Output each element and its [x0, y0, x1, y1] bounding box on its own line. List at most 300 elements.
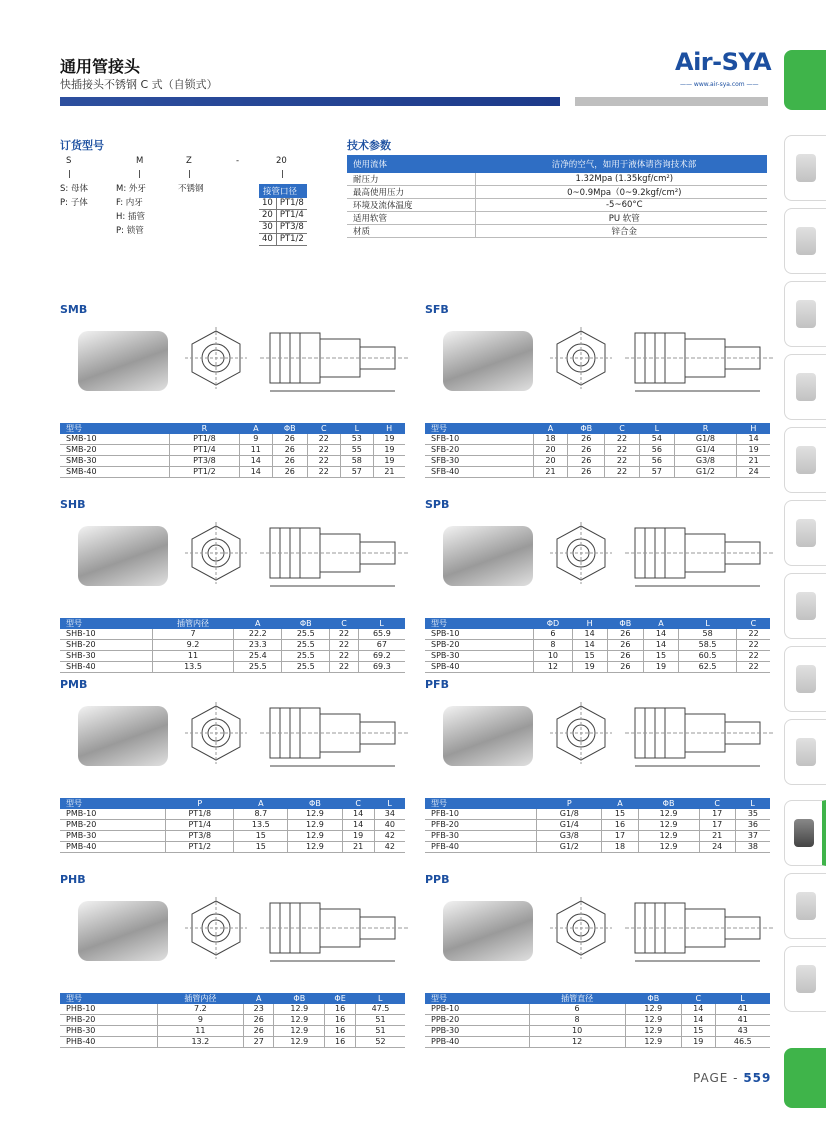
order-tick: [139, 170, 140, 178]
column-header: A: [239, 423, 272, 434]
table-cell: PT1/4: [166, 820, 234, 831]
table-cell: 14: [682, 1004, 716, 1015]
table-cell: 12.9: [638, 809, 699, 820]
column-header: A: [234, 618, 282, 629]
product-title: SMB: [60, 303, 88, 316]
table-cell: 21: [699, 831, 735, 842]
table-cell: 12.9: [638, 842, 699, 853]
table-cell: 22: [605, 456, 640, 467]
table-cell: 12.9: [288, 809, 342, 820]
table-cell: 26: [568, 456, 605, 467]
column-header: C: [699, 798, 735, 809]
column-header: C: [682, 993, 716, 1004]
port-code: 20: [259, 210, 276, 222]
product-photo: [78, 526, 168, 586]
tech-header-value: 洁净的空气，如用于液体请咨询技术部: [475, 155, 767, 173]
spec-label: 环境及流体温度: [347, 199, 475, 212]
table-cell: 20: [533, 445, 568, 456]
product-photo: [78, 331, 168, 391]
table-cell: 56: [639, 456, 674, 467]
table-row: [425, 456, 770, 467]
table-cell: 21: [373, 467, 405, 478]
table-cell: 18: [602, 842, 638, 853]
side-view-drawing: [625, 895, 775, 965]
side-tab-solenoid[interactable]: [784, 500, 826, 566]
side-view-drawing: [625, 700, 775, 770]
sensor-icon: [796, 665, 816, 693]
table-cell: 9.2: [152, 640, 234, 651]
table-cell: 22: [605, 434, 640, 445]
column-header: R: [170, 423, 240, 434]
product-spec-table: [425, 618, 770, 673]
filter-icon: [796, 154, 816, 182]
table-cell: 22: [330, 640, 359, 651]
side-view-drawing: [625, 520, 775, 590]
table-cell: 13.2: [157, 1037, 244, 1048]
table-cell: 19: [373, 434, 405, 445]
table-cell: 22: [330, 629, 359, 640]
table-cell: 17: [699, 820, 735, 831]
hex-end-view-drawing: [550, 897, 612, 959]
table-row: [60, 434, 405, 445]
table-cell: 16: [602, 820, 638, 831]
table-cell: 15: [602, 809, 638, 820]
table-cell: 14: [572, 629, 607, 640]
table-cell: G1/4: [537, 820, 602, 831]
table-row: [259, 210, 307, 222]
table-cell: 14: [644, 640, 679, 651]
hex-end-view-drawing: [550, 702, 612, 764]
table-row: [347, 199, 767, 212]
spec-value: 1.32Mpa (1.35kgf/cm²): [475, 173, 767, 186]
hex-end-view-drawing: [185, 702, 247, 764]
port-thread: PT1/2: [276, 234, 307, 246]
port-thread: PT1/8: [276, 198, 307, 210]
column-header: 型号: [425, 618, 534, 629]
table-row: [425, 662, 770, 673]
side-view-drawing: [260, 325, 410, 395]
side-tab-regulator[interactable]: [784, 208, 826, 274]
table-cell: 58: [340, 456, 373, 467]
column-header: L: [639, 423, 674, 434]
table-cell: 42: [374, 842, 405, 853]
table-cell: 14: [239, 467, 272, 478]
product-title: SHB: [60, 498, 86, 511]
table-cell: PMB-10: [60, 809, 166, 820]
table-cell: PT1/2: [166, 842, 234, 853]
order-option: H: 插管: [116, 212, 145, 222]
column-header: C: [342, 798, 374, 809]
page-subtitle: 快插接头不锈钢 C 式（自锁式）: [60, 78, 218, 91]
tech-header-label: 使用流体: [347, 155, 475, 173]
table-row: [425, 842, 770, 853]
product-title: SFB: [425, 303, 449, 316]
table-cell: 14: [644, 629, 679, 640]
section-tab-bottom: [784, 1048, 826, 1108]
product-spec-table: [60, 618, 405, 673]
table-cell: 19: [373, 445, 405, 456]
order-option: S: 母体: [60, 184, 88, 194]
column-header: A: [244, 993, 274, 1004]
tech-spec-table: [347, 155, 767, 238]
table-cell: SFB-10: [425, 434, 533, 445]
table-cell: 22: [307, 434, 340, 445]
column-header: L: [735, 798, 770, 809]
table-cell: 24: [699, 842, 735, 853]
table-cell: G3/8: [537, 831, 602, 842]
product-title: PPB: [425, 873, 450, 886]
table-cell: 16: [325, 1026, 356, 1037]
column-header: C: [330, 618, 359, 629]
port-size-table: [259, 184, 307, 246]
table-cell: 43: [715, 1026, 770, 1037]
product-photo: [443, 901, 533, 961]
spec-value: 0~0.9Mpa（0~9.2kgf/cm²): [475, 186, 767, 199]
table-cell: 12: [529, 1037, 625, 1048]
hex-end-view-drawing: [185, 327, 247, 389]
order-code-series: S: [66, 156, 72, 166]
order-tick: [189, 170, 190, 178]
column-header: L: [358, 618, 405, 629]
order-code-dash: -: [236, 156, 240, 166]
table-cell: 15: [682, 1026, 716, 1037]
table-cell: 67: [358, 640, 405, 651]
column-header: L: [678, 618, 736, 629]
table-row: [60, 1004, 405, 1015]
table-row: [60, 831, 405, 842]
table-cell: 21: [533, 467, 568, 478]
table-cell: 14: [342, 809, 374, 820]
table-cell: 26: [607, 662, 644, 673]
column-header: H: [373, 423, 405, 434]
table-row: [259, 234, 307, 246]
table-row: [425, 467, 770, 478]
header-bar-grey: [575, 97, 768, 106]
table-row: [60, 1026, 405, 1037]
table-cell: 26: [568, 434, 605, 445]
table-cell: 17: [699, 809, 735, 820]
table-cell: 26: [272, 467, 307, 478]
table-row: [347, 212, 767, 225]
column-header: 型号: [425, 993, 529, 1004]
table-cell: 15: [234, 842, 288, 853]
table-cell: 46.5: [715, 1037, 770, 1048]
table-cell: 21: [737, 456, 770, 467]
order-tick: [282, 170, 283, 178]
table-cell: 8.7: [234, 809, 288, 820]
product-spec-table: [425, 993, 770, 1048]
table-row: [60, 467, 405, 478]
column-header: ΦB: [568, 423, 605, 434]
table-cell: 22: [605, 467, 640, 478]
table-cell: 12.9: [274, 1015, 325, 1026]
column-header: L: [374, 798, 405, 809]
table-cell: PT3/8: [166, 831, 234, 842]
product-spec-table: [425, 423, 770, 478]
table-cell: PHB-20: [60, 1015, 157, 1026]
port-code: 10: [259, 198, 276, 210]
side-tab-fitting[interactable]: [784, 800, 826, 866]
section-tab-top: [784, 50, 826, 110]
table-cell: PT3/8: [170, 456, 240, 467]
column-header: 型号: [425, 423, 533, 434]
table-cell: 12.9: [625, 1026, 681, 1037]
product-title: SPB: [425, 498, 450, 511]
product-photo: [443, 331, 533, 391]
side-view-drawing: [260, 520, 410, 590]
table-cell: SFB-40: [425, 467, 533, 478]
table-cell: 16: [325, 1037, 356, 1048]
table-cell: 22: [307, 456, 340, 467]
table-row: [60, 842, 405, 853]
table-cell: 34: [374, 809, 405, 820]
column-header: H: [572, 618, 607, 629]
table-row: [425, 1015, 770, 1026]
brand-logo: Air-SYA: [675, 48, 772, 76]
table-cell: 20: [533, 456, 568, 467]
table-cell: 69.3: [358, 662, 405, 673]
table-cell: 15: [234, 831, 288, 842]
table-cell: 19: [572, 662, 607, 673]
port-size-header: 接管口径: [259, 184, 307, 198]
table-cell: 26: [607, 640, 644, 651]
table-row: [425, 1004, 770, 1015]
column-header: 插管直径: [529, 993, 625, 1004]
table-cell: 22: [605, 445, 640, 456]
table-cell: 26: [272, 434, 307, 445]
side-tab-cylinder[interactable]: [784, 354, 826, 420]
table-cell: PPB-30: [425, 1026, 529, 1037]
table-cell: G1/8: [674, 434, 736, 445]
table-row: [60, 445, 405, 456]
page-title: 通用管接头: [60, 57, 141, 76]
table-cell: 54: [639, 434, 674, 445]
order-option: P: 子体: [60, 198, 88, 208]
table-cell: 25.4: [234, 651, 282, 662]
side-tab-silencer[interactable]: [784, 873, 826, 939]
table-cell: 12.9: [625, 1004, 681, 1015]
table-row: [425, 651, 770, 662]
table-cell: G1/8: [537, 809, 602, 820]
table-cell: 22: [330, 662, 359, 673]
side-tab-valve[interactable]: [784, 281, 826, 347]
table-cell: 36: [735, 820, 770, 831]
table-cell: 12.9: [288, 842, 342, 853]
silencer-icon: [796, 892, 816, 920]
table-cell: PFB-30: [425, 831, 537, 842]
table-row: [347, 225, 767, 238]
table-cell: 15: [572, 651, 607, 662]
table-row: [425, 809, 770, 820]
hex-end-view-drawing: [185, 522, 247, 584]
table-cell: 21: [342, 842, 374, 853]
column-header: ΦB: [638, 798, 699, 809]
table-row: [425, 1037, 770, 1048]
table-cell: G3/8: [674, 456, 736, 467]
port-code: 30: [259, 222, 276, 234]
side-view-drawing: [260, 700, 410, 770]
table-cell: 60.5: [678, 651, 736, 662]
table-row: [60, 1037, 405, 1048]
table-cell: G1/2: [674, 467, 736, 478]
column-header: L: [340, 423, 373, 434]
spec-label: 最高使用压力: [347, 186, 475, 199]
spec-label: 耐压力: [347, 173, 475, 186]
table-cell: 41: [715, 1015, 770, 1026]
table-row: [60, 662, 405, 673]
table-cell: SPB-20: [425, 640, 534, 651]
column-header: P: [166, 798, 234, 809]
column-header: A: [602, 798, 638, 809]
table-cell: 26: [272, 456, 307, 467]
table-row: [60, 809, 405, 820]
page-num: 559: [743, 1071, 772, 1085]
column-header: A: [644, 618, 679, 629]
table-cell: 13.5: [152, 662, 234, 673]
table-cell: PMB-40: [60, 842, 166, 853]
table-cell: 26: [568, 445, 605, 456]
order-option: 不锈钢: [178, 184, 204, 194]
order-tick: [69, 170, 70, 178]
table-cell: 58: [678, 629, 736, 640]
side-view-drawing: [625, 325, 775, 395]
product-title: PHB: [60, 873, 86, 886]
table-cell: 22: [737, 651, 770, 662]
valve-icon: [796, 300, 816, 328]
side-view-drawing: [260, 895, 410, 965]
column-header: ΦB: [607, 618, 644, 629]
order-code-material: Z: [186, 156, 192, 166]
side-tab-filter[interactable]: [784, 135, 826, 201]
table-cell: 12.9: [288, 831, 342, 842]
table-cell: 19: [644, 662, 679, 673]
table-cell: 11: [152, 651, 234, 662]
solenoid-icon: [796, 519, 816, 547]
column-header: ΦB: [288, 798, 342, 809]
table-cell: 23.3: [234, 640, 282, 651]
table-cell: 26: [607, 651, 644, 662]
order-option: P: 锁管: [116, 226, 144, 236]
column-header: A: [234, 798, 288, 809]
product-spec-table: [60, 993, 405, 1048]
port-thread: PT3/8: [276, 222, 307, 234]
table-cell: 19: [682, 1037, 716, 1048]
product-title: PFB: [425, 678, 449, 691]
table-cell: 41: [715, 1004, 770, 1015]
table-cell: 23: [244, 1004, 274, 1015]
table-cell: 26: [244, 1015, 274, 1026]
column-header: ΦB: [272, 423, 307, 434]
table-cell: 25.5: [282, 629, 330, 640]
table-cell: 12.9: [625, 1037, 681, 1048]
table-row: [60, 629, 405, 640]
table-cell: 7: [152, 629, 234, 640]
table-cell: PFB-40: [425, 842, 537, 853]
column-header: ΦE: [325, 993, 356, 1004]
side-tab-actuator[interactable]: [784, 427, 826, 493]
table-cell: 47.5: [355, 1004, 405, 1015]
table-cell: 11: [157, 1026, 244, 1037]
table-cell: SMB-40: [60, 467, 170, 478]
side-tab-accessory[interactable]: [784, 946, 826, 1012]
table-cell: 10: [534, 651, 573, 662]
table-cell: 35: [735, 809, 770, 820]
tech-heading: 技术参数: [347, 139, 391, 152]
table-cell: PT1/8: [170, 434, 240, 445]
table-cell: 12.9: [638, 831, 699, 842]
column-header: C: [605, 423, 640, 434]
table-cell: 12.9: [274, 1004, 325, 1015]
table-cell: 14: [682, 1015, 716, 1026]
table-cell: 22: [307, 445, 340, 456]
table-cell: 14: [342, 820, 374, 831]
product-spec-table: [60, 798, 405, 853]
column-header: P: [537, 798, 602, 809]
side-tab-manifold[interactable]: [784, 719, 826, 785]
table-cell: PFB-10: [425, 809, 537, 820]
table-cell: PPB-10: [425, 1004, 529, 1015]
table-cell: 14: [737, 434, 770, 445]
order-option: F: 内牙: [116, 198, 143, 208]
pump-icon: [796, 592, 816, 620]
table-cell: 26: [568, 467, 605, 478]
table-row: [259, 198, 307, 210]
column-header: 插管内径: [152, 618, 234, 629]
table-cell: SHB-30: [60, 651, 152, 662]
table-row: [425, 434, 770, 445]
table-cell: 65.9: [358, 629, 405, 640]
table-cell: 37: [735, 831, 770, 842]
table-cell: 51: [355, 1026, 405, 1037]
spec-value: -5~60°C: [475, 199, 767, 212]
table-cell: SPB-30: [425, 651, 534, 662]
table-cell: 38: [735, 842, 770, 853]
table-cell: 25.5: [234, 662, 282, 673]
hex-end-view-drawing: [550, 522, 612, 584]
side-tab-sensor[interactable]: [784, 646, 826, 712]
table-cell: 12.9: [274, 1037, 325, 1048]
table-cell: 19: [342, 831, 374, 842]
table-cell: 8: [529, 1015, 625, 1026]
port-thread: PT1/4: [276, 210, 307, 222]
table-cell: 42: [374, 831, 405, 842]
table-cell: PFB-20: [425, 820, 537, 831]
table-cell: 17: [602, 831, 638, 842]
table-cell: PHB-10: [60, 1004, 157, 1015]
column-header: 插管内径: [157, 993, 244, 1004]
table-cell: SHB-20: [60, 640, 152, 651]
manifold-icon: [796, 738, 816, 766]
table-cell: 10: [529, 1026, 625, 1037]
spec-label: 材质: [347, 225, 475, 238]
table-cell: SPB-40: [425, 662, 534, 673]
table-cell: PPB-40: [425, 1037, 529, 1048]
table-cell: 26: [272, 445, 307, 456]
table-cell: 25.5: [282, 651, 330, 662]
table-cell: 19: [737, 445, 770, 456]
table-cell: 18: [533, 434, 568, 445]
table-cell: 25.5: [282, 662, 330, 673]
table-cell: 22.2: [234, 629, 282, 640]
header-bar-blue: [60, 97, 560, 106]
table-cell: 7.2: [157, 1004, 244, 1015]
table-cell: 22: [737, 662, 770, 673]
table-cell: SHB-40: [60, 662, 152, 673]
column-header: C: [737, 618, 770, 629]
table-row: [347, 186, 767, 199]
side-tab-pump[interactable]: [784, 573, 826, 639]
table-row: [425, 1026, 770, 1037]
